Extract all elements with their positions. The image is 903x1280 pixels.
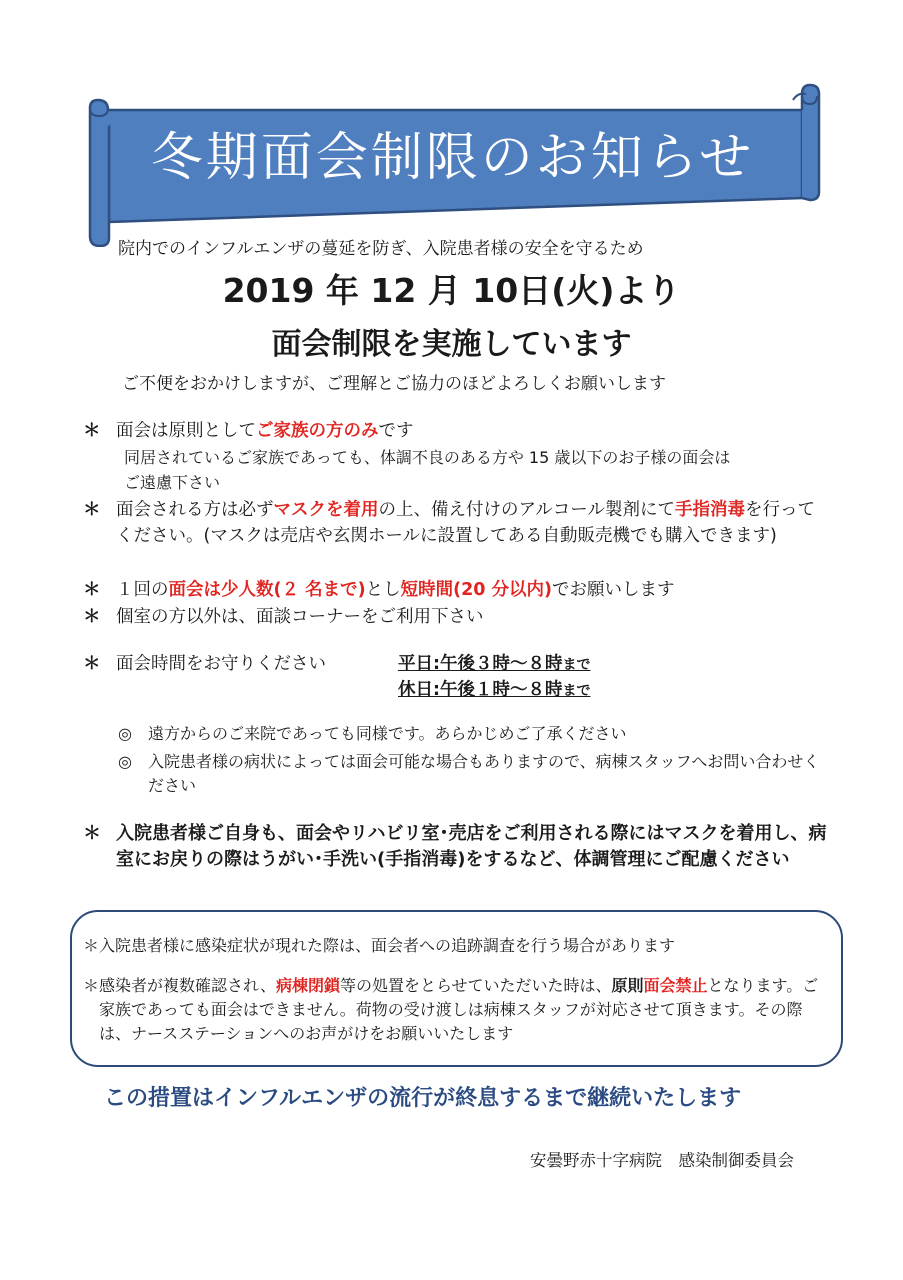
bullet-mark: ＊ — [83, 823, 101, 844]
bullet-mark: ＊ — [83, 654, 101, 674]
patient-health-notice: ＊ 入院患者様ご自身も、面会やリハビリ室･売店をご利用される際にはマスクを着用し、病室にお戻りの際はうがい･手洗い(手指消毒)をするなど、体調管理にご配慮ください — [83, 823, 827, 870]
box-mark: ＊ — [83, 936, 100, 955]
weekday-hours: 平日:午後３時～８時まで — [398, 654, 591, 674]
bullet-mark: ＊ — [83, 580, 101, 600]
visit-ban-highlight: 面会禁止 — [643, 976, 708, 995]
issuer-signature: 安曇野赤十字病院 感染制御委員会 — [530, 1151, 794, 1170]
note-mark: ◎ — [118, 724, 132, 743]
bullet-mark: ＊ — [83, 500, 101, 520]
principle-label: 原則 — [611, 976, 644, 995]
rule-small-group-short-time: ＊ １回の面会は少人数(２ 名まで)とし短時間(20 分以内)でお願いします — [83, 577, 843, 603]
rule-family-note-line1: 同居されているご家族であっても、体調不良のある方や 15 歳以下のお子様の面会は — [124, 448, 731, 467]
intro-text: 院内でのインフルエンザの蔓延を防ぎ、入院患者様の安全を守るため — [118, 239, 644, 259]
holiday-hours: 休日:午後１時～８時まで — [398, 680, 591, 700]
small-group-highlight: 面会は少人数(２ 名まで) — [168, 580, 366, 600]
note-distant-visitors: ◎ 遠方からのご来院であっても同様です。あらかじめご了承ください — [118, 722, 838, 746]
bullet-mark: ＊ — [83, 421, 101, 441]
bullet-mark: ＊ — [83, 607, 101, 627]
rule-family-only: ＊ 面会は原則としてご家族の方のみです — [83, 418, 843, 444]
family-only-highlight: ご家族の方のみ — [256, 421, 379, 441]
rule-visiting-hours: ＊ 面会時間をお守りください — [83, 651, 383, 677]
ward-closure-highlight: 病棟閉鎖 — [275, 976, 340, 995]
rule-mask-disinfect: ＊ 面会される方は必ずマスクを着用の上、備え付けのアルコール製剤にて手指消毒を行ってください。(マスクは売店や玄関ホールに設置してある自動販売機でも購入できます) — [83, 497, 831, 549]
rule-consult-corner: ＊ 個室の方以外は、面談コーナーをご利用下さい — [83, 604, 843, 630]
rule-family-note-line2: ご遠慮下さい — [124, 473, 221, 492]
apology-text: ご不便をおかけしますが、ご理解とご協力のほどよろしくお願いします — [122, 374, 666, 394]
box-tracing-notice: ＊ 入院患者様に感染症状が現れた際は、面会者への追跡調査を行う場合があります — [83, 934, 828, 958]
start-date: 2019 年 12 月 10日(火)より — [222, 271, 681, 310]
closing-statement: この措置はインフルエンザの流行が終息するまで継続いたします — [104, 1086, 742, 1111]
hand-disinfect-highlight: 手指消毒 — [674, 500, 745, 520]
headline: 面会制限を実施しています — [271, 327, 632, 362]
note-condition-exception: ◎ 入院患者様の病状によっては面会可能な場合もありますので、病棟スタッフへお問い合わせください — [118, 752, 820, 795]
short-time-highlight: 短時間(20 分以内) — [400, 580, 553, 600]
mask-highlight: マスクを着用 — [273, 500, 379, 520]
box-ward-closure-notice: ＊ 感染者が複数確認され、病棟閉鎖等の処置をとらせていただいた時は、原則面会禁止となります。ご家族であっても面会はできません。荷物の受け渡しは病棟スタッフが対応させて頂きます。その際は、ナースステーションへのお声がけをお願いいたします — [83, 976, 819, 1043]
notice-title: 冬期面会制限のお知らせ — [150, 128, 755, 188]
box-mark: ＊ — [83, 976, 100, 995]
note-mark: ◎ — [118, 752, 132, 771]
